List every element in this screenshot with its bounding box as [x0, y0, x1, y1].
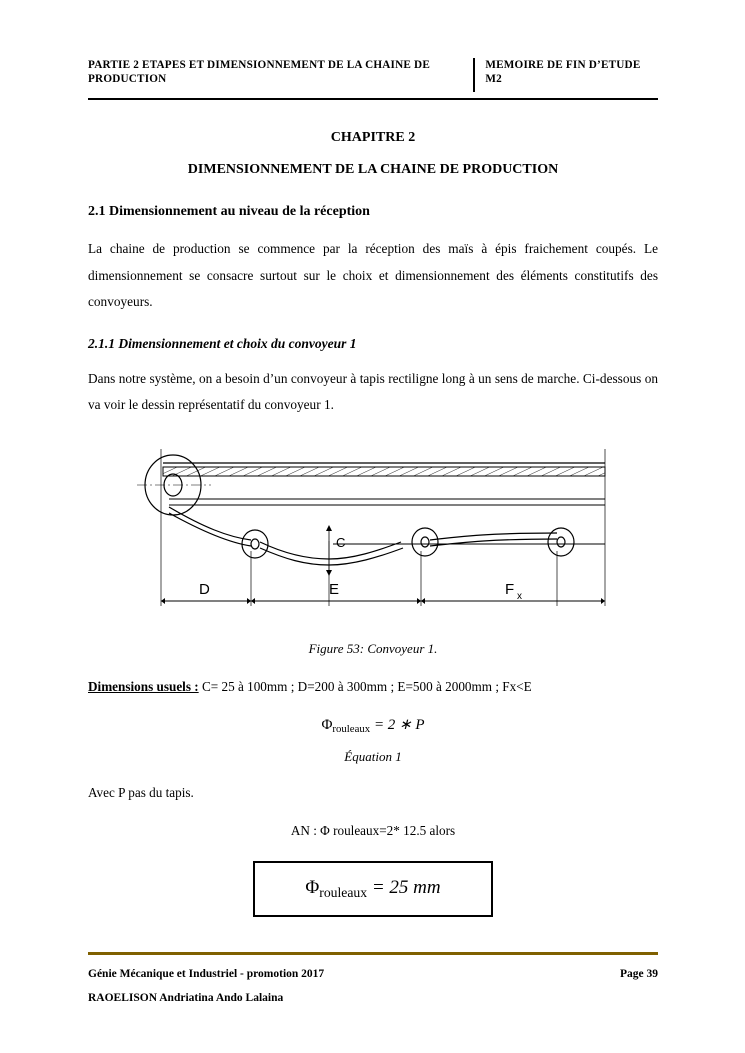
conveyor-drawing [133, 441, 613, 631]
figure-label-c: C [336, 534, 346, 550]
result-rhs: = 25 mm [371, 876, 441, 898]
document-content [88, 130, 658, 917]
dimensions-line [88, 679, 658, 695]
figure-label-f: F [505, 580, 515, 598]
dimensions-label: Dimensions usuels : [88, 678, 199, 694]
page-footer [88, 968, 658, 1004]
figure-conveyor-1 [88, 441, 658, 657]
figure-label-f-sub: x [517, 590, 522, 602]
equation-caption: Équation 1 [344, 748, 402, 764]
result-subscript: rouleaux [319, 884, 368, 900]
paragraph-2: Dans notre système, on a besoin d’un convoyeur à tapis rectiligne long à un sens de marche. Ci-dessous on va voir le dessin représentatif du convoyeur 1. [88, 370, 658, 413]
result-symbol: Φ [305, 876, 320, 898]
header-rule [88, 98, 658, 100]
numeric-application-line: AN : Φ rouleaux=2* 12.5 alors [290, 822, 456, 838]
footer-author: RAOELISON Andriatina Ando Lalaina [88, 992, 284, 1004]
footer-rule [88, 952, 658, 955]
chapter-label: CHAPITRE 2 [330, 130, 416, 145]
figure-caption: Figure 53: Convoyeur 1. [308, 640, 438, 656]
page-header [88, 58, 658, 92]
avec-line: Avec P pas du tapis. [88, 784, 194, 800]
footer-left-text: Génie Mécanique et Industriel - promotion 2017 [88, 968, 325, 980]
figure-label-d: D [199, 580, 210, 598]
chapter-title: DIMENSIONNEMENT DE LA CHAINE DE PRODUCTION [187, 162, 559, 177]
header-right-title: MEMOIRE DE FIN D’ETUDE M2 [485, 59, 641, 85]
equation-main [88, 715, 658, 735]
section-heading: 2.1 Dimensionnement au niveau de la réception [88, 204, 370, 219]
dimensions-value: C= 25 à 100mm ; D=200 à 300mm ; E=500 à 2000mm ; Fx<E [201, 678, 532, 694]
equation-symbol: Φ [321, 716, 333, 733]
equation-rhs: = 2 ∗ P [373, 716, 425, 733]
subsection-heading: 2.1.1 Dimensionnement et choix du convoyeur 1 [88, 335, 357, 351]
result-box [253, 861, 493, 917]
header-left-title: PARTIE 2 ETAPES ET DIMENSIONNEMENT DE LA CHAINE DE PRODUCTION [88, 59, 430, 85]
header-divider [473, 58, 475, 92]
figure-label-e: E [329, 580, 340, 598]
paragraph-1: La chaine de production se commence par la réception des maïs à épis fraichement coupés. Le dimensionnement se consacre surtout sur le choix et dimensionnement des éléments constitutifs des convoyeurs. [88, 241, 658, 310]
equation-subscript: rouleaux [332, 722, 371, 735]
footer-page-number: Page 39 [619, 968, 658, 980]
